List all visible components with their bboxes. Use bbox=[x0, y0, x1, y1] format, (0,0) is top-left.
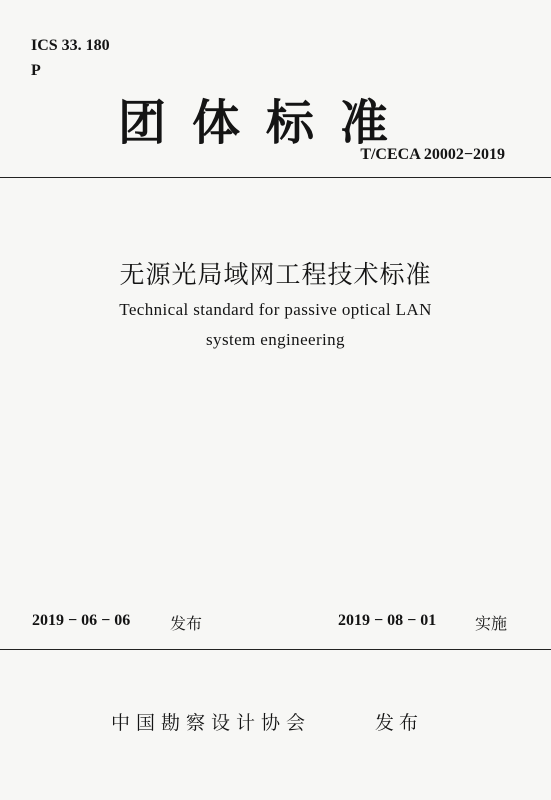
publisher-name: 中国勘察设计协会 bbox=[111, 712, 312, 734]
publisher-label: 发布 bbox=[375, 712, 424, 734]
document-title-chinese: 无源光局域网工程技术标准 bbox=[119, 260, 432, 289]
document-title-english-line1: Technical standard for passive optical LAN bbox=[119, 300, 432, 319]
bottom-divider bbox=[0, 649, 551, 650]
issue-label: 发布 bbox=[170, 614, 203, 633]
issue-date: 2019 − 06 − 06 bbox=[32, 612, 131, 629]
document-title-english-line2: system engineering bbox=[206, 330, 345, 349]
standard-type-heading: 团体标准 bbox=[118, 95, 415, 151]
ics-code: ICS 33. 180 bbox=[31, 37, 110, 54]
classification-code: P bbox=[31, 62, 41, 79]
implementation-date: 2019 − 08 − 01 bbox=[338, 612, 437, 629]
implementation-label: 实施 bbox=[475, 614, 508, 633]
standard-number: T/CECA 20002−2019 bbox=[360, 146, 505, 163]
top-divider bbox=[0, 177, 551, 178]
